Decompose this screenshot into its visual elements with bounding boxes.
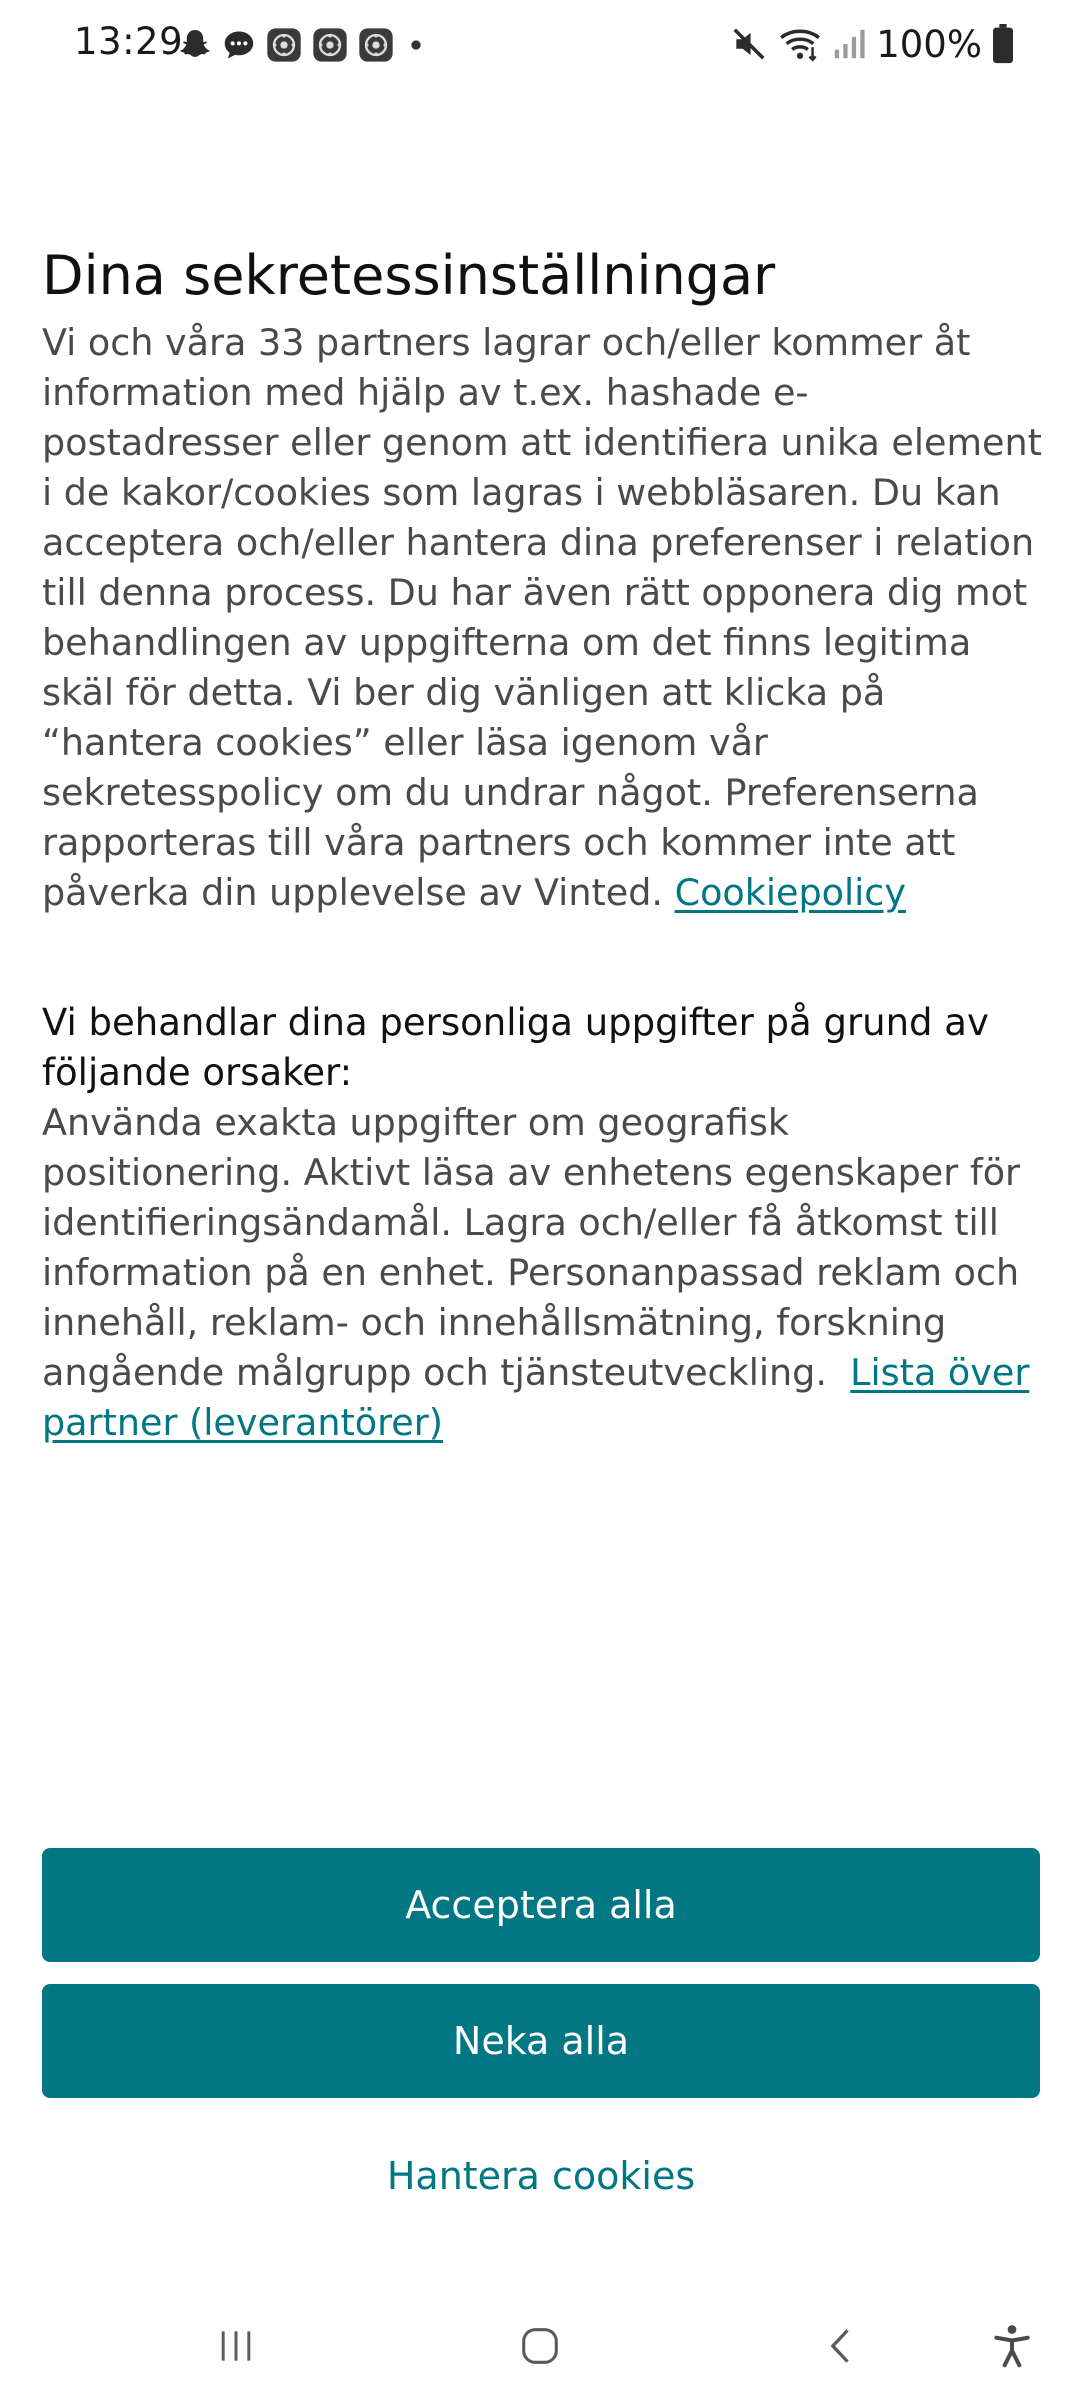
deny-all-button[interactable]: Neka alla — [42, 1984, 1040, 2098]
cookie-policy-link[interactable]: Cookiepolicy — [674, 871, 906, 914]
purposes-description — [42, 1098, 1042, 1448]
notification-icons — [176, 24, 430, 66]
accessibility-icon — [990, 2322, 1034, 2370]
accessibility-button[interactable] — [972, 2314, 1052, 2378]
navigation-bar — [0, 2296, 1080, 2400]
chat-bubble-icon — [220, 26, 258, 64]
partners-list-link[interactable]: Lista över partner (leverantörer) — [42, 1351, 1030, 1444]
page-title: Dina sekretessinställningar — [42, 244, 776, 307]
back-button[interactable] — [802, 2314, 882, 2378]
app-icon — [264, 25, 304, 65]
purposes-text: Använda exakta uppgifter om geografisk positionering. Aktivt läsa av enhetens egenskaper för identifieringsändamål. Lagra och/eller få åtkomst till information på en enhet. Personanpassad reklam och innehåll, reklam- och innehållsmätning, forskning angående målgrupp och tjänsteutveckling. — [42, 1101, 1021, 1394]
app-icon — [356, 25, 396, 65]
battery-icon — [992, 24, 1014, 64]
consent-content — [42, 240, 1042, 1448]
accept-all-button[interactable]: Acceptera alla — [42, 1848, 1040, 1962]
snapchat-icon — [176, 26, 214, 64]
status-bar — [0, 0, 1080, 88]
home-button[interactable] — [500, 2314, 580, 2378]
status-time: 13:29 — [74, 20, 184, 63]
signal-icon — [832, 25, 866, 63]
consent-intro-text: Vi och våra 33 partners lagrar och/eller kommer åt information med hjälp av t.ex. hashade e-postadresser eller genom att identifiera unika element i de kakor/cookies som lagras i webbläsaren. Du kan acceptera och/eller hantera dina preferenser i relation till denna process. Du har även rätt opponera dig mot behandlingen av uppgifterna om det finns legitima skäl för detta. Vi ber dig vänligen att klicka på “hantera cookies” eller läsa igenom vår sekretesspolicy om du undrar något. Preferenserna rapporteras till våra partners och kommer inte att påverka din upplevelse av Vinted. — [42, 321, 1042, 914]
recents-button[interactable] — [196, 2314, 276, 2378]
manage-cookies-button[interactable]: Hantera cookies — [386, 2154, 696, 2198]
wifi-icon — [778, 25, 822, 63]
back-icon — [820, 2324, 864, 2368]
battery-percentage: 100% — [876, 22, 982, 66]
recents-icon — [214, 2324, 258, 2368]
dot-icon — [402, 31, 430, 59]
home-icon — [517, 2323, 563, 2369]
mute-icon — [730, 25, 768, 63]
consent-intro — [42, 318, 1042, 918]
system-icons — [730, 20, 1014, 68]
purposes-heading: Vi behandlar dina personliga uppgifter på grund av följande orsaker: — [42, 1001, 989, 1094]
app-icon — [310, 25, 350, 65]
